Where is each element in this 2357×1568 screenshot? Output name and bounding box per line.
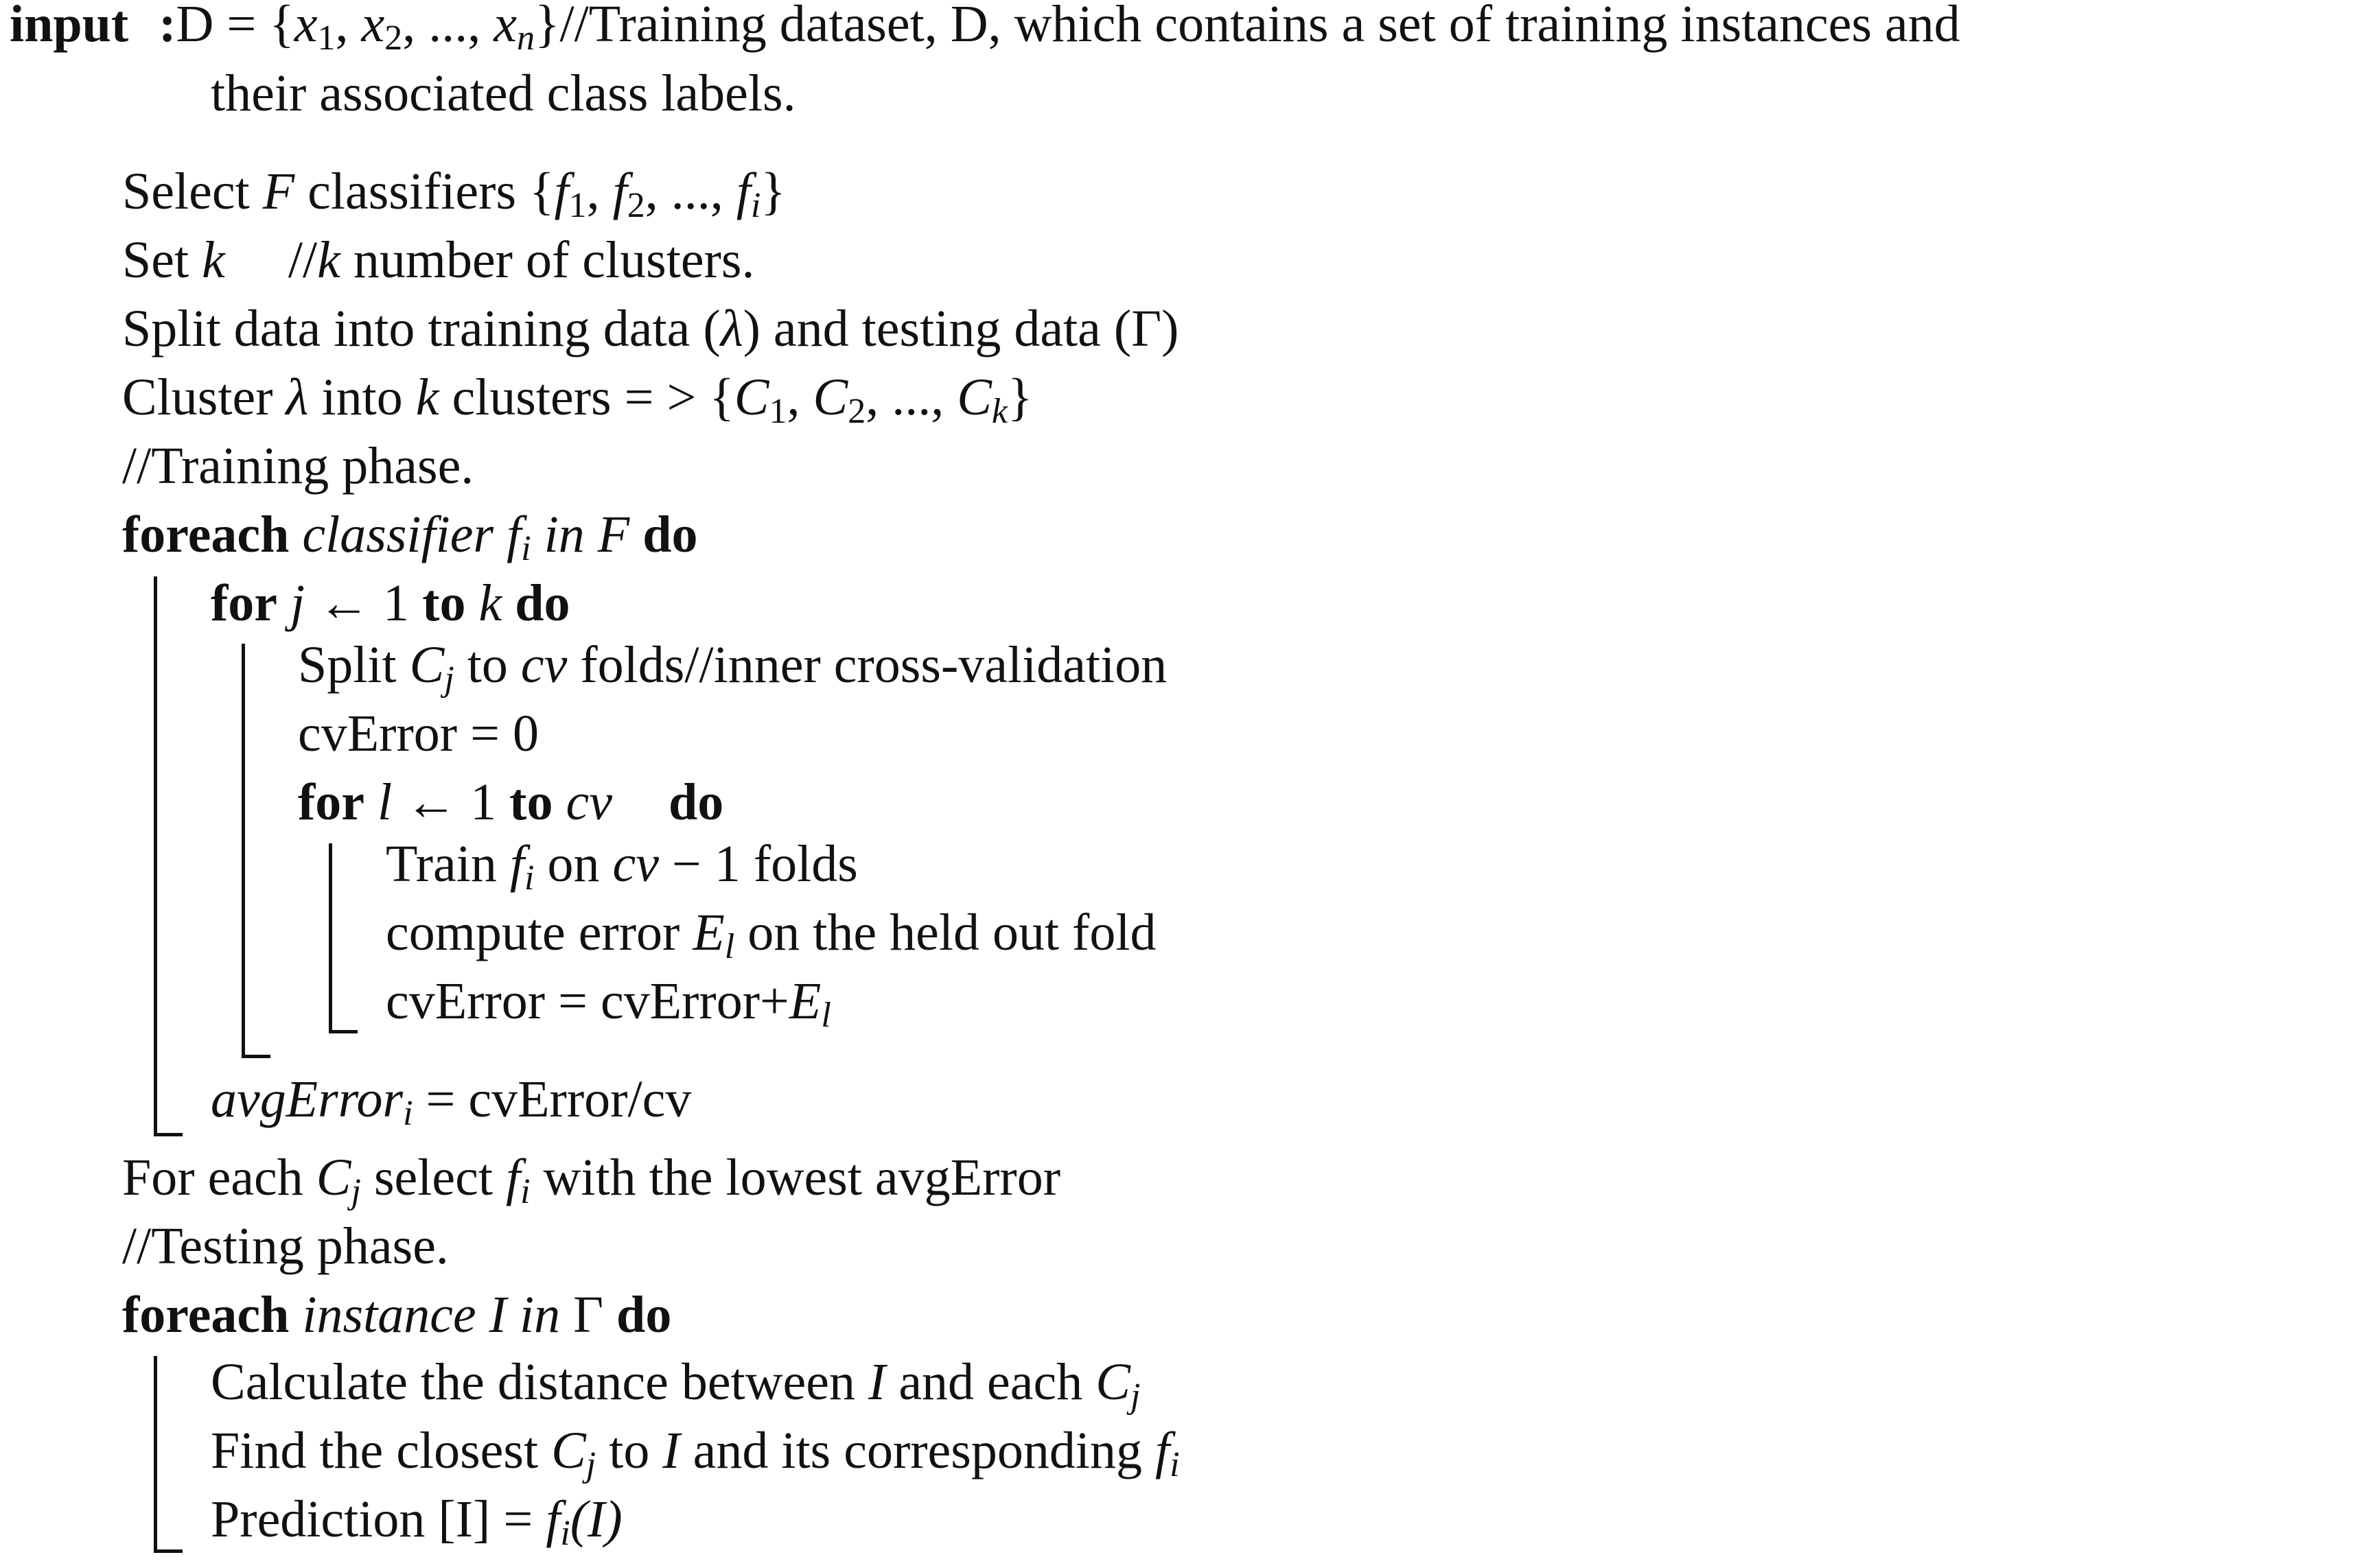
cverror-update-line [0, 967, 831, 1035]
select-close: } [760, 163, 786, 220]
for-k-var: k [465, 574, 515, 632]
avgerror-name: avgError [211, 1070, 404, 1128]
for-do: do [515, 574, 570, 632]
foreach-classifier-text: classifier [302, 506, 507, 563]
select-fi: f [736, 163, 751, 220]
find-mid: and its corresponding [680, 1422, 1155, 1479]
for-l-block-end-rule [329, 1030, 358, 1033]
select-fi-sub: i [750, 186, 761, 225]
set-k-line [0, 226, 754, 294]
select-lowest-line [0, 1143, 1060, 1212]
foreach-in-F: in F [531, 506, 643, 563]
calc-mid: and each [885, 1353, 1096, 1411]
training-comment-text: //Training phase. [122, 437, 474, 495]
selection-mid: select [360, 1149, 506, 1206]
foreach-instance-line [0, 1280, 671, 1349]
prediction-line [0, 1485, 623, 1554]
selection-c: C [316, 1149, 351, 1206]
cluster-c2-sub: 2 [848, 392, 866, 431]
testing-comment-text: //Testing phase. [122, 1217, 449, 1275]
cluster-comma-2: , ..., [866, 368, 957, 426]
split-folds-to: to [454, 636, 521, 694]
set-comment: // [288, 231, 318, 289]
select-classifiers-line [0, 157, 786, 226]
train-suffix: − 1 folds [658, 835, 858, 893]
train-prefix: Train [386, 835, 510, 893]
find-f: f [1154, 1422, 1170, 1479]
train-f: f [509, 835, 525, 893]
train-f-sub: i [524, 858, 535, 898]
inner-arrow: ← 1 [392, 773, 510, 831]
prediction-f-sub: i [560, 1514, 570, 1553]
compute-error-line [0, 898, 1156, 967]
select-comma-2: , ..., [645, 163, 736, 220]
testing-do: do [603, 1286, 672, 1344]
update-prefix: cvError = cvError+ [386, 972, 789, 1030]
testing-instance-text: instance I in [289, 1286, 574, 1344]
selection-c-sub: j [351, 1172, 361, 1211]
split-data-line [0, 294, 1178, 363]
calc-c-sub: j [1130, 1377, 1141, 1416]
compute-e-sub: l [724, 927, 735, 966]
input-x2-sub: 2 [384, 19, 403, 58]
for-to: to [422, 574, 466, 632]
cluster-lambda: λ [286, 368, 309, 426]
foreach-f: f [507, 506, 522, 563]
cluster-ck-sub: k [991, 392, 1008, 431]
split-suffix: ) and testing data (Γ) [743, 300, 1179, 358]
testing-block-rule [154, 1356, 157, 1553]
calc-prefix: Calculate the distance between [211, 1353, 869, 1411]
train-line [0, 830, 858, 898]
inner-to: to [509, 773, 553, 831]
avgerror-line [0, 1065, 691, 1134]
for-l-line [0, 768, 723, 836]
update-e: E [789, 972, 822, 1030]
update-e-sub: l [821, 996, 831, 1035]
for-j-block-rule [242, 644, 245, 1058]
split-folds-prefix: Split [298, 636, 410, 694]
train-on: on [534, 835, 613, 893]
cluster-c1: C [734, 368, 769, 426]
input-xn-var: x [494, 0, 517, 53]
cluster-comma-1: , [787, 368, 813, 426]
calculate-distance-line [0, 1348, 1140, 1416]
split-prefix: Split data into training data ( [122, 300, 721, 358]
input-comma-1: , [335, 0, 362, 53]
select-mid: classifiers { [294, 163, 555, 220]
for-keyword: for [211, 574, 278, 632]
find-i: I [662, 1422, 680, 1479]
input-x1-var: x [294, 0, 318, 53]
foreach-classifier-line [0, 500, 697, 569]
input-description-2: their associated class labels. [211, 65, 796, 122]
select-F: F [262, 163, 295, 220]
input-comma-2: , ..., [402, 0, 494, 53]
find-closest-line [0, 1416, 1180, 1485]
input-keyword: input [10, 0, 129, 53]
foreach-block-rule [154, 576, 157, 1136]
testing-foreach-keyword: foreach [122, 1286, 290, 1344]
selection-suffix: with the lowest avgError [530, 1149, 1060, 1206]
foreach-f-sub: i [521, 529, 531, 568]
prediction-prefix: Prediction [I] = [211, 1490, 546, 1548]
cverror-init-text: cvError = 0 [298, 705, 539, 762]
compute-suffix: on the held out fold [734, 904, 1157, 961]
inner-l-var: l [364, 773, 393, 831]
cluster-c1-sub: 1 [769, 392, 787, 431]
cluster-mid: into [308, 368, 416, 426]
set-comment-k: k [317, 231, 340, 289]
calc-i: I [868, 1353, 886, 1411]
inner-cv-var: cv [553, 773, 612, 831]
avgerror-sub: i [403, 1094, 413, 1133]
input-line-2 [0, 59, 796, 128]
split-folds-line [0, 631, 1167, 699]
avgerror-suffix: = cvError/cv [413, 1070, 692, 1128]
selection-f: f [505, 1149, 521, 1206]
inner-do: do [668, 773, 724, 831]
input-prefix: D = { [176, 0, 294, 53]
for-l-block-rule [329, 843, 332, 1033]
find-c: C [551, 1422, 586, 1479]
cluster-line [0, 363, 1032, 432]
input-colon: : [159, 0, 176, 53]
cluster-suffix: clusters = > { [439, 368, 734, 426]
cluster-prefix: Cluster [122, 368, 286, 426]
find-c-sub: j [585, 1445, 596, 1484]
input-x2-var: x [361, 0, 385, 53]
calc-c: C [1095, 1353, 1130, 1411]
for-j-var: j [277, 574, 305, 632]
for-j-line [0, 569, 570, 637]
prediction-arg: (I) [570, 1490, 623, 1548]
testing-phase-comment [0, 1212, 449, 1280]
train-cv: cv [612, 835, 659, 893]
compute-e: E [693, 904, 725, 961]
find-to: to [596, 1422, 663, 1479]
set-k-var: k [202, 231, 225, 289]
input-xn-sub: n [516, 19, 535, 58]
split-folds-cv: cv [520, 636, 568, 694]
split-folds-suffix: folds//inner cross-validation [567, 636, 1168, 694]
cluster-ck: C [957, 368, 992, 426]
training-phase-comment [0, 432, 474, 500]
select-prefix: Select [122, 163, 263, 220]
find-f-sub: i [1170, 1445, 1180, 1484]
testing-gamma: Γ [573, 1286, 604, 1344]
set-prefix: Set [122, 231, 202, 289]
compute-prefix: compute error [386, 904, 693, 961]
input-x1-sub: 1 [317, 19, 336, 58]
input-line-1 [0, 0, 1960, 58]
select-f2-sub: 2 [627, 186, 645, 225]
split-folds-c-sub: j [444, 659, 454, 699]
selection-prefix: For each [122, 1149, 316, 1206]
split-folds-c: C [409, 636, 445, 694]
split-lambda: λ [720, 300, 743, 358]
select-comma-1: , [586, 163, 613, 220]
foreach-keyword: foreach [122, 506, 290, 563]
cluster-k: k [415, 368, 439, 426]
testing-block-end-rule [154, 1549, 183, 1553]
foreach-do: do [642, 506, 698, 563]
cluster-c2: C [813, 368, 848, 426]
select-f1: f [554, 163, 569, 220]
inner-for-keyword: for [298, 773, 365, 831]
set-suffix: number of clusters. [340, 231, 755, 289]
prediction-f: f [546, 1490, 561, 1548]
foreach-block-end-rule [154, 1133, 183, 1136]
select-f1-sub: 1 [568, 186, 587, 225]
input-description-1: }//Training dataset, D, which contains a set of training instances and [534, 0, 1960, 53]
selection-f-sub: i [520, 1172, 531, 1211]
cluster-close: } [1008, 368, 1033, 426]
for-j-block-end-rule [242, 1055, 270, 1058]
find-prefix: Find the closest [211, 1422, 552, 1479]
cverror-init-line [0, 699, 539, 768]
select-f2: f [612, 163, 627, 220]
for-arrow: ← 1 [305, 574, 423, 632]
